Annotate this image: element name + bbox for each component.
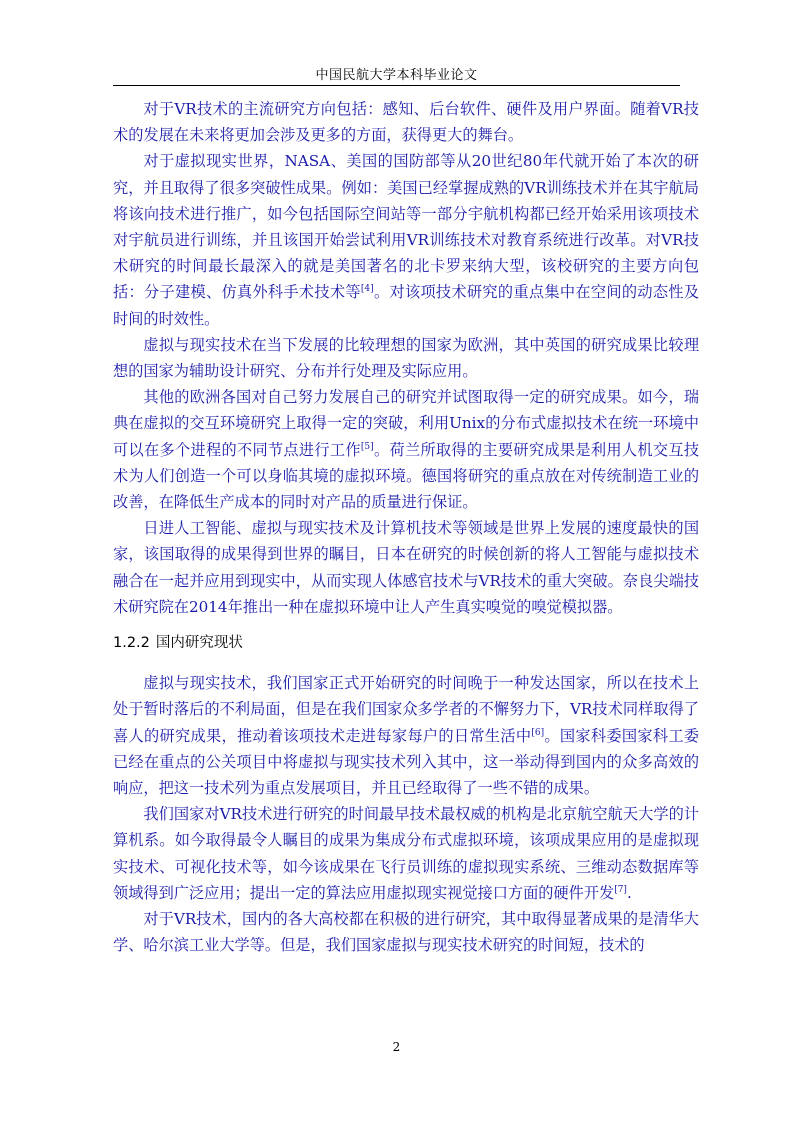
header-rule — [113, 85, 680, 86]
section-number: 1.2.2 — [113, 635, 150, 652]
paragraph-text: 。国家科委国家科工委已经在重点的公关项目中将虚拟与现实技术列入其中，这一举动得到国内的众多高效的响应，把这一技术列为重点发展项目，并且已经取得了一些不错的成果。 — [113, 726, 700, 798]
body-text — [113, 96, 699, 959]
paragraph-text: 虚拟与现实技术在当下发展的比较理想的国家为欧洲，其中英国的研究成果比较理想的国家为辅助设计研究、分布并行处理及实际应用。 — [113, 335, 699, 381]
paragraph — [113, 515, 699, 620]
section-title: 国内研究现状 — [155, 635, 243, 652]
paragraph — [113, 384, 699, 515]
citation-ref[interactable]: [7] — [614, 884, 627, 895]
paragraph-text: 对于VR技术，国内的各大高校都在积极的进行研究，其中取得显著成果的是清华大学、哈尔滨工业大学等。但是，我们国家虚拟与现实技术研究的时间短，技术的 — [113, 910, 699, 955]
paragraph-text: 对于虚拟现实世界，NASA、美国的国防部等从20世纪80年代就开始了本次的研究，并且取得了很多突破性成果。例如：美国已经掌握成熟的VR训练技术并在其宇航局将该向技术进行推广，如今包括国际空间站等一部分宇航机构都已经开始采用该项技术对宇航员进行训练，并且该国开始尝试利用VR训练技术对教育系统进行改革。对VR技术研究的时间最长最深入的就是美国著名的北卡罗来纳大型，该校研究的主要方向包括：分子建模、仿真外科手术技术等 — [113, 152, 699, 302]
section-heading — [113, 630, 699, 656]
citation-ref[interactable]: [4] — [360, 284, 374, 295]
paragraph-text: 日进人工智能、虚拟与现实技术及计算机技术等领域是世界上发展的速度最快的国家，该国取得的成果得到世界的瞩目，日本在研究的时候创新的将人工智能与虚拟技术融合在一起并应用到现实中，从而实现人体感官技术与VR技术的重大突破。奈良尖端技术研究院在2014年推出一种在虚拟环境中让人产生真实嗅觉的嗅觉模拟器。 — [113, 519, 699, 616]
paragraph — [113, 332, 699, 384]
paragraph — [113, 96, 699, 148]
paragraph-text: 。荷兰所取得的主要研究成果是利用人机交互技术为人们创造一个可以身临其境的虚拟环境。德国将研究的重点放在对传统制造工业的改善，在降低生产成本的同时对产品的质量进行保证。 — [113, 440, 700, 512]
paragraph — [113, 670, 699, 801]
citation-ref[interactable]: [5] — [360, 441, 374, 452]
paragraph-text: 虚拟与现实技术，我们国家正式开始研究的时间晚于一种发达国家，所以在技术上处于暂时落后的不利局面，但是在我们国家众多学者的不懈努力下，VR技术同样取得了喜人的研究成果，推动着该项技术走进每家每户的日常生活中 — [113, 674, 699, 745]
paragraph-text: 我们国家对VR技术进行研究的时间最早技术最权威的机构是北京航空航天大学的计算机系。如今取得最令人瞩目的成果为集成分布式虚拟环境，该项成果应用的是虚拟现实技术、可视化技术等，如今该成果在飞行员训练的虚拟现实系统、三维动态数据库等领域得到广泛应用；提出一定的算法应用虚拟现实视觉接口方面的硬件开发 — [113, 805, 699, 902]
page-number: 2 — [392, 1040, 401, 1054]
citation-ref[interactable]: [6] — [531, 727, 545, 738]
paragraph-text: . — [626, 883, 632, 902]
paragraph-text: 。对该项技术研究的重点集中在空间的动态性及时间的时效性。 — [113, 283, 700, 328]
running-header: 中国民航大学本科毕业论文 — [315, 68, 478, 83]
paragraph — [113, 148, 699, 331]
paragraph-text: 对于VR技术的主流研究方向包括：感知、后台软件、硬件及用户界面。随着VR技术的发展在未来将更加会涉及更多的方面，获得更大的舞台。 — [113, 100, 699, 145]
paragraph — [113, 801, 699, 906]
paragraph — [113, 906, 699, 958]
paragraph-text: 其他的欧洲各国对自己努力发展自己的研究并试图取得一定的研究成果。如今，瑞典在虚拟的交互环境研究上取得一定的突破，利用Unix的分布式虚拟技术在统一环境中可以在多个进程的不同节点进行工作 — [113, 388, 699, 459]
